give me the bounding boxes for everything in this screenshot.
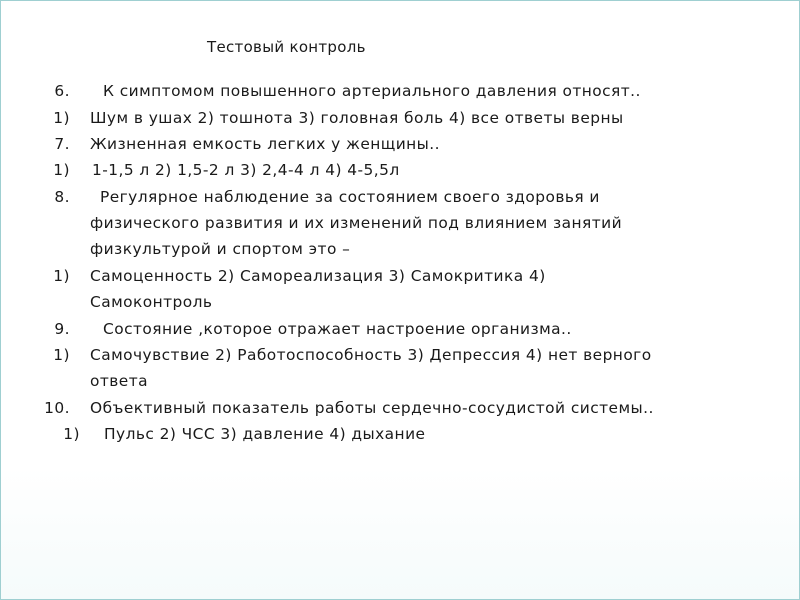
answer-9-text-line-2: ответа [90, 372, 149, 390]
question-8-number: 8. [54, 188, 70, 206]
question-10-text: Объективный показатель работы сердечно-сосудистой системы.. [90, 399, 654, 417]
answer-7-text: 1-1,5 л 2) 1,5-2 л 3) 2,4-4 л 4) 4-5,5л [92, 161, 400, 179]
question-10-number: 10. [44, 399, 70, 417]
question-6-number: 6. [54, 82, 70, 100]
question-8-text-line-1: Регулярное наблюдение за состоянием своего здоровья и [100, 188, 600, 206]
answer-10-number: 1) [63, 425, 80, 443]
answer-10-text: Пульс 2) ЧСС 3) давление 4) дыхание [104, 425, 426, 443]
answer-8-number: 1) [53, 267, 70, 285]
question-8-text-line-2: физического развития и их изменений под влиянием занятий [90, 214, 623, 232]
question-9-number: 9. [54, 320, 70, 338]
question-8-text-line-3: физкультурой и спортом это – [90, 240, 351, 258]
slide-title: Тестовый контроль [207, 38, 366, 56]
answer-6-number: 1) [53, 109, 70, 127]
answer-9-text-line-1: Самочувствие 2) Работоспособность 3) Депрессия 4) нет верного [90, 346, 652, 364]
answer-6-text: Шум в ушах 2) тошнота 3) головная боль 4) все ответы верны [90, 109, 624, 127]
answer-9-number: 1) [53, 346, 70, 364]
answer-8-text-line-1: Самоценность 2) Самореализация 3) Самокритика 4) [90, 267, 546, 285]
answer-8-text-line-2: Самоконтроль [90, 293, 213, 311]
question-9-text: Состояние ,которое отражает настроение организма.. [103, 320, 572, 338]
question-7-number: 7. [54, 135, 70, 153]
answer-7-number: 1) [53, 161, 70, 179]
question-7-text: Жизненная емкость легких у женщины.. [90, 135, 440, 153]
question-6-text: К симптомом повышенного артериального давления относят.. [103, 82, 641, 100]
